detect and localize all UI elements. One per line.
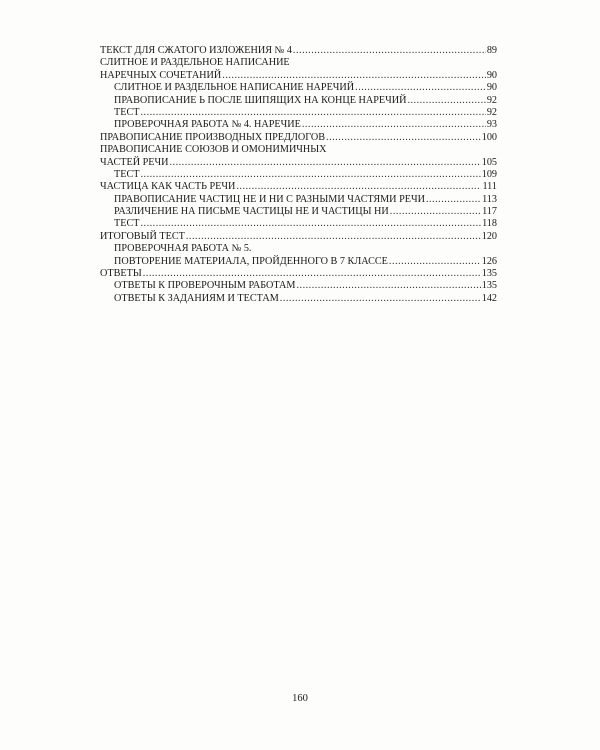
toc-entry-page: 126 [481,255,497,267]
toc-entry [100,107,497,119]
toc-dot-leader [143,268,481,280]
toc-entry-title: ОТВЕТЫ К ПРОВЕРОЧНЫМ РАБОТАМ [114,280,296,292]
toc-entry-page: 109 [481,168,497,180]
toc-entry-title: ПРАВОПИСАНИЕ СОЮЗОВ И ОМОНИМИЧНЫХ [100,144,327,156]
toc-entry [100,70,497,82]
toc-dot-leader [140,107,485,119]
toc-entry-title: ТЕСТ [114,218,140,230]
toc-dot-leader [140,218,481,230]
toc-entry-page: 90 [486,82,497,94]
toc-entry [100,45,497,57]
toc-entry-page: 118 [482,218,497,230]
toc-dot-leader [389,256,481,268]
toc-entry-title: ОТВЕТЫ К ЗАДАНИЯМ И ТЕСТАМ [114,292,279,304]
toc-entry-page: 120 [481,230,497,242]
toc-entry-page: 135 [481,268,497,280]
table-of-contents [100,45,497,305]
toc-entry-title: ОТВЕТЫ [100,268,142,280]
toc-dot-leader [426,194,481,206]
toc-entry-title: СЛИТНОЕ И РАЗДЕЛЬНОЕ НАПИСАНИЕ [100,57,290,69]
toc-entry [100,194,497,206]
toc-entry [100,144,497,156]
toc-dot-leader [280,293,481,305]
toc-entry-title: ПРАВОПИСАНИЕ Ь ПОСЛЕ ШИПЯЩИХ НА КОНЦЕ НАРЕЧИЙ [114,94,407,106]
toc-entry-title: ПРАВОПИСАНИЕ ПРОИЗВОДНЫХ ПРЕДЛОГОВ [100,131,326,143]
toc-entry [100,95,497,107]
toc-entry-title: ИТОГОВЫЙ ТЕСТ [100,230,185,242]
toc-dot-leader [296,280,480,292]
toc-dot-leader [302,119,486,131]
toc-dot-leader [326,132,481,144]
toc-entry-page: 92 [486,106,497,118]
toc-entry [100,82,497,94]
toc-entry-page: 113 [482,193,497,205]
toc-entry-page: 92 [486,94,497,106]
toc-entry-title: ЧАСТЕЙ РЕЧИ [100,156,169,168]
toc-dot-leader [140,169,480,181]
toc-dot-leader [186,231,481,243]
toc-entry [100,157,497,169]
toc-entry [100,280,497,292]
toc-entry-page: 142 [481,292,497,304]
toc-dot-leader [390,206,481,218]
toc-entry-title: НАРЕЧНЫХ СОЧЕТАНИЙ [100,69,222,81]
toc-dot-leader [169,157,480,169]
toc-entry-title: СЛИТНОЕ И РАЗДЕЛЬНОЕ НАПИСАНИЕ НАРЕЧИЙ [114,82,355,94]
toc-entry-page: 135 [481,280,497,292]
toc-entry [100,256,497,268]
toc-entry-title: ПРОВЕРОЧНАЯ РАБОТА № 5. [114,243,252,255]
toc-entry-page: 111 [482,181,497,193]
toc-entry-title: ЧАСТИЦА КАК ЧАСТЬ РЕЧИ [100,181,236,193]
toc-entry-title: ПРОВЕРОЧНАЯ РАБОТА № 4. НАРЕЧИЕ [114,119,301,131]
toc-entry [100,57,497,69]
toc-entry-title: ТЕКСТ ДЛЯ СЖАТОГО ИЗЛОЖЕНИЯ № 4 [100,45,292,56]
toc-entry-page: 100 [481,131,497,143]
toc-dot-leader [355,82,486,94]
toc-entry [100,268,497,280]
toc-entry [100,206,497,218]
toc-entry-page: 89 [486,45,497,56]
toc-dot-leader [293,45,486,57]
toc-entry [100,181,497,193]
toc-entry [100,231,497,243]
toc-entry [100,218,497,230]
toc-entry-title: ПРАВОПИСАНИЕ ЧАСТИЦ НЕ И НИ С РАЗНЫМИ ЧАСТЯМИ РЕЧИ [114,193,425,205]
page-number: 160 [292,693,308,704]
toc-entry [100,119,497,131]
toc-entry-title: ТЕСТ [114,168,140,180]
toc-entry-title: ПОВТОРЕНИЕ МАТЕРИАЛА, ПРОЙДЕННОГО В 7 КЛАССЕ [114,255,388,267]
toc-entry [100,243,497,255]
toc-entry [100,132,497,144]
toc-entry-title: ТЕСТ [114,106,140,118]
toc-dot-leader [236,181,481,193]
toc-entry-page: 90 [486,69,497,81]
toc-entry [100,293,497,305]
toc-entry-page: 117 [482,206,497,218]
toc-dot-leader [222,70,486,82]
toc-entry [100,169,497,181]
toc-entry-title: РАЗЛИЧЕНИЕ НА ПИСЬМЕ ЧАСТИЦЫ НЕ И ЧАСТИЦЫ НИ [114,206,389,218]
toc-dot-leader [407,95,485,107]
toc-entry-page: 93 [486,119,497,131]
toc-entry-page: 105 [481,156,497,168]
